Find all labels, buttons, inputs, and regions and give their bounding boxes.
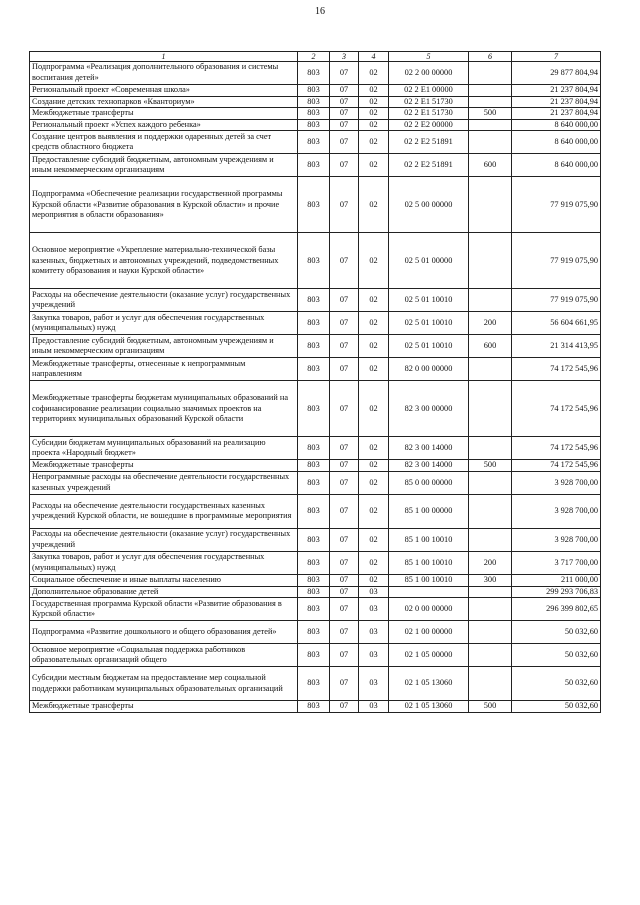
- budget-table: [29, 51, 601, 713]
- cell-subsection: 02: [359, 177, 389, 233]
- cell-amount: 3 928 700,00: [512, 471, 601, 494]
- cell-admin-code: 803: [298, 381, 330, 437]
- cell-expense-type: [469, 289, 512, 312]
- cell-subsection: 02: [359, 358, 389, 381]
- table-row: [30, 494, 601, 528]
- cell-expense-type: [469, 667, 512, 701]
- cell-section: 07: [330, 460, 359, 472]
- cell-expense-type: [469, 598, 512, 621]
- cell-admin-code: 803: [298, 471, 330, 494]
- cell-expense-type: 500: [469, 460, 512, 472]
- cell-subsection: 03: [359, 621, 389, 644]
- cell-amount: 74 172 545,96: [512, 460, 601, 472]
- column-header: 2: [298, 52, 330, 62]
- table-row: [30, 528, 601, 551]
- table-row: [30, 131, 601, 154]
- table-row: [30, 644, 601, 667]
- cell-section: 07: [330, 528, 359, 551]
- cell-expense-type: [469, 644, 512, 667]
- cell-admin-code: 803: [298, 312, 330, 335]
- cell-admin-code: 803: [298, 335, 330, 358]
- cell-name: Межбюджетные трансферты: [30, 701, 298, 713]
- cell-amount: 50 032,60: [512, 644, 601, 667]
- column-header: 6: [469, 52, 512, 62]
- cell-name: Расходы на обеспечение деятельности (оказание услуг) государственных учреждений: [30, 289, 298, 312]
- cell-section: 07: [330, 62, 359, 85]
- cell-target-article: 02 1 05 00000: [389, 644, 469, 667]
- cell-subsection: 03: [359, 701, 389, 713]
- cell-admin-code: 803: [298, 586, 330, 598]
- cell-name: Основное мероприятие «Социальная поддержка работников образовательных организаций общего: [30, 644, 298, 667]
- cell-admin-code: 803: [298, 119, 330, 131]
- cell-section: 07: [330, 312, 359, 335]
- cell-amount: 50 032,60: [512, 621, 601, 644]
- cell-amount: 50 032,60: [512, 667, 601, 701]
- cell-subsection: 02: [359, 494, 389, 528]
- cell-amount: 8 640 000,00: [512, 131, 601, 154]
- cell-target-article: 85 1 00 10010: [389, 551, 469, 574]
- cell-target-article: [389, 586, 469, 598]
- cell-admin-code: 803: [298, 551, 330, 574]
- cell-subsection: 02: [359, 96, 389, 108]
- cell-section: 07: [330, 586, 359, 598]
- cell-expense-type: [469, 119, 512, 131]
- cell-admin-code: 803: [298, 85, 330, 97]
- table-row: [30, 154, 601, 177]
- cell-name: Межбюджетные трансферты бюджетам муниципальных образований на софинансирование реализации социально значимых проектов на территориях муниципальных образований Курской области: [30, 381, 298, 437]
- cell-section: 07: [330, 96, 359, 108]
- cell-subsection: 02: [359, 312, 389, 335]
- cell-expense-type: [469, 437, 512, 460]
- cell-name: Создание детских технопарков «Кванториум»: [30, 96, 298, 108]
- cell-section: 07: [330, 119, 359, 131]
- cell-admin-code: 803: [298, 494, 330, 528]
- cell-admin-code: 803: [298, 621, 330, 644]
- cell-admin-code: 803: [298, 62, 330, 85]
- table-row: [30, 108, 601, 120]
- cell-name: Субсидии местным бюджетам на предоставление мер социальной поддержки работникам муниципальных образовательных организаций: [30, 667, 298, 701]
- cell-subsection: 02: [359, 289, 389, 312]
- table-row: [30, 289, 601, 312]
- cell-name: Создание центров выявления и поддержки одаренных детей за счет средств областного бюджета: [30, 131, 298, 154]
- cell-target-article: 02 5 01 10010: [389, 312, 469, 335]
- cell-expense-type: 500: [469, 108, 512, 120]
- cell-target-article: 85 1 00 10010: [389, 528, 469, 551]
- cell-expense-type: [469, 96, 512, 108]
- cell-admin-code: 803: [298, 96, 330, 108]
- cell-admin-code: 803: [298, 131, 330, 154]
- cell-section: 07: [330, 154, 359, 177]
- cell-amount: 8 640 000,00: [512, 154, 601, 177]
- cell-expense-type: [469, 528, 512, 551]
- cell-subsection: 02: [359, 460, 389, 472]
- cell-expense-type: [469, 358, 512, 381]
- cell-name: Подпрограмма «Обеспечение реализации государственной программы Курской области «Развитие образования в Курской области» и прочие мероприятия в области образования»: [30, 177, 298, 233]
- cell-subsection: 02: [359, 85, 389, 97]
- cell-name: Основное мероприятие «Укрепление материально-технической базы казенных, бюджетных и автономных учреждений, подведомственных комитету образования и науки Курской области»: [30, 233, 298, 289]
- cell-expense-type: 300: [469, 574, 512, 586]
- cell-target-article: 82 3 00 00000: [389, 381, 469, 437]
- cell-section: 07: [330, 621, 359, 644]
- cell-admin-code: 803: [298, 289, 330, 312]
- cell-expense-type: 600: [469, 335, 512, 358]
- cell-target-article: 82 0 00 00000: [389, 358, 469, 381]
- cell-subsection: 02: [359, 551, 389, 574]
- cell-subsection: 02: [359, 381, 389, 437]
- table-row: [30, 471, 601, 494]
- cell-target-article: 02 2 E1 51730: [389, 108, 469, 120]
- cell-amount: 77 919 075,90: [512, 233, 601, 289]
- cell-target-article: 02 5 01 00000: [389, 233, 469, 289]
- cell-amount: 211 000,00: [512, 574, 601, 586]
- cell-name: Государственная программа Курской области «Развитие образования в Курской области»: [30, 598, 298, 621]
- cell-subsection: 02: [359, 471, 389, 494]
- cell-target-article: 02 1 05 13060: [389, 701, 469, 713]
- cell-admin-code: 803: [298, 598, 330, 621]
- cell-subsection: 02: [359, 108, 389, 120]
- cell-target-article: 85 1 00 10010: [389, 574, 469, 586]
- cell-admin-code: 803: [298, 358, 330, 381]
- cell-expense-type: [469, 62, 512, 85]
- cell-amount: 8 640 000,00: [512, 119, 601, 131]
- cell-expense-type: [469, 233, 512, 289]
- cell-section: 07: [330, 381, 359, 437]
- cell-section: 07: [330, 644, 359, 667]
- cell-expense-type: [469, 177, 512, 233]
- cell-target-article: 02 2 E2 51891: [389, 131, 469, 154]
- cell-subsection: 03: [359, 598, 389, 621]
- cell-name: Межбюджетные трансферты: [30, 108, 298, 120]
- cell-target-article: 02 5 00 00000: [389, 177, 469, 233]
- table-row: [30, 381, 601, 437]
- cell-subsection: 02: [359, 131, 389, 154]
- cell-subsection: 02: [359, 62, 389, 85]
- cell-target-article: 85 1 00 00000: [389, 494, 469, 528]
- table-row: [30, 85, 601, 97]
- cell-subsection: 02: [359, 233, 389, 289]
- cell-expense-type: 500: [469, 701, 512, 713]
- cell-subsection: 02: [359, 437, 389, 460]
- cell-expense-type: [469, 131, 512, 154]
- cell-expense-type: [469, 381, 512, 437]
- cell-amount: 74 172 545,96: [512, 381, 601, 437]
- cell-amount: 56 604 661,95: [512, 312, 601, 335]
- cell-admin-code: 803: [298, 528, 330, 551]
- table-row: [30, 621, 601, 644]
- table-body: [30, 62, 601, 713]
- cell-name: Социальное обеспечение и иные выплаты населению: [30, 574, 298, 586]
- table-row: [30, 667, 601, 701]
- cell-name: Закупка товаров, работ и услуг для обеспечения государственных (муниципальных) нужд: [30, 312, 298, 335]
- cell-subsection: 02: [359, 528, 389, 551]
- cell-expense-type: 200: [469, 551, 512, 574]
- cell-admin-code: 803: [298, 574, 330, 586]
- cell-section: 07: [330, 598, 359, 621]
- cell-target-article: 85 0 00 00000: [389, 471, 469, 494]
- cell-section: 07: [330, 289, 359, 312]
- cell-admin-code: 803: [298, 667, 330, 701]
- table-row: [30, 598, 601, 621]
- cell-name: Расходы на обеспечение деятельности государственных казенных учреждений Курской области, не вошедшие в программные мероприятия: [30, 494, 298, 528]
- cell-target-article: 02 0 00 00000: [389, 598, 469, 621]
- cell-subsection: 02: [359, 335, 389, 358]
- cell-subsection: 03: [359, 644, 389, 667]
- cell-name: Региональный проект «Современная школа»: [30, 85, 298, 97]
- table-row: [30, 233, 601, 289]
- cell-target-article: 82 3 00 14000: [389, 437, 469, 460]
- cell-name: Предоставление субсидий бюджетным, автономным учреждениям и иным некоммерческим организациям: [30, 154, 298, 177]
- cell-section: 07: [330, 131, 359, 154]
- cell-target-article: 02 1 05 13060: [389, 667, 469, 701]
- cell-name: Подпрограмма «Реализация дополнительного образования и системы воспитания детей»: [30, 62, 298, 85]
- cell-expense-type: [469, 586, 512, 598]
- cell-admin-code: 803: [298, 701, 330, 713]
- cell-expense-type: [469, 494, 512, 528]
- cell-section: 07: [330, 437, 359, 460]
- cell-amount: 74 172 545,96: [512, 437, 601, 460]
- column-header: 1: [30, 52, 298, 62]
- cell-name: Дополнительное образование детей: [30, 586, 298, 598]
- cell-admin-code: 803: [298, 108, 330, 120]
- cell-admin-code: 803: [298, 437, 330, 460]
- cell-name: Предоставление субсидий бюджетным, автономным учреждениям и иным некоммерческим организациям: [30, 335, 298, 358]
- cell-target-article: 02 2 E2 51891: [389, 154, 469, 177]
- table-row: [30, 460, 601, 472]
- cell-amount: 296 399 802,65: [512, 598, 601, 621]
- cell-amount: 3 928 700,00: [512, 494, 601, 528]
- cell-expense-type: [469, 85, 512, 97]
- table-row: [30, 437, 601, 460]
- cell-target-article: 02 2 E2 00000: [389, 119, 469, 131]
- cell-section: 07: [330, 85, 359, 97]
- cell-amount: 21 237 804,94: [512, 85, 601, 97]
- cell-admin-code: 803: [298, 233, 330, 289]
- table-header-row: [30, 52, 601, 62]
- cell-target-article: 02 5 01 10010: [389, 289, 469, 312]
- cell-subsection: 02: [359, 154, 389, 177]
- cell-admin-code: 803: [298, 177, 330, 233]
- cell-section: 07: [330, 471, 359, 494]
- column-header: 7: [512, 52, 601, 62]
- cell-amount: 3 928 700,00: [512, 528, 601, 551]
- cell-admin-code: 803: [298, 644, 330, 667]
- cell-expense-type: 200: [469, 312, 512, 335]
- column-header: 5: [389, 52, 469, 62]
- cell-name: Межбюджетные трансферты: [30, 460, 298, 472]
- cell-section: 07: [330, 233, 359, 289]
- cell-section: 07: [330, 574, 359, 586]
- page-number: 16: [315, 6, 325, 17]
- cell-admin-code: 803: [298, 460, 330, 472]
- column-header: 4: [359, 52, 389, 62]
- cell-amount: 21 314 413,95: [512, 335, 601, 358]
- table-row: [30, 701, 601, 713]
- cell-name: Межбюджетные трансферты, отнесенные к непрограммным направлениям: [30, 358, 298, 381]
- cell-amount: 21 237 804,94: [512, 108, 601, 120]
- cell-subsection: 02: [359, 574, 389, 586]
- cell-amount: 77 919 075,90: [512, 289, 601, 312]
- table-row: [30, 119, 601, 131]
- column-header: 3: [330, 52, 359, 62]
- cell-section: 07: [330, 335, 359, 358]
- cell-section: 07: [330, 494, 359, 528]
- cell-amount: 77 919 075,90: [512, 177, 601, 233]
- cell-name: Расходы на обеспечение деятельности (оказание услуг) государственных учреждений: [30, 528, 298, 551]
- cell-name: Непрограммные расходы на обеспечение деятельности государственных казенных учреждений: [30, 471, 298, 494]
- cell-name: Подпрограмма «Развитие дошкольного и общего образования детей»: [30, 621, 298, 644]
- cell-amount: 3 717 700,00: [512, 551, 601, 574]
- cell-target-article: 02 2 E1 51730: [389, 96, 469, 108]
- cell-section: 07: [330, 177, 359, 233]
- cell-name: Закупка товаров, работ и услуг для обеспечения государственных (муниципальных) нужд: [30, 551, 298, 574]
- cell-section: 07: [330, 701, 359, 713]
- table-row: [30, 335, 601, 358]
- cell-amount: 299 293 706,83: [512, 586, 601, 598]
- cell-target-article: 02 2 E1 00000: [389, 85, 469, 97]
- cell-admin-code: 803: [298, 154, 330, 177]
- cell-subsection: 02: [359, 119, 389, 131]
- table-row: [30, 586, 601, 598]
- cell-amount: 21 237 804,94: [512, 96, 601, 108]
- table-row: [30, 551, 601, 574]
- table-row: [30, 358, 601, 381]
- cell-amount: 50 032,60: [512, 701, 601, 713]
- cell-target-article: 02 2 00 00000: [389, 62, 469, 85]
- cell-target-article: 02 5 01 10010: [389, 335, 469, 358]
- cell-expense-type: [469, 621, 512, 644]
- cell-section: 07: [330, 108, 359, 120]
- table-row: [30, 177, 601, 233]
- cell-name: Субсидии бюджетам муниципальных образований на реализацию проекта «Народный бюджет»: [30, 437, 298, 460]
- cell-target-article: 82 3 00 14000: [389, 460, 469, 472]
- cell-name: Региональный проект «Успех каждого ребенка»: [30, 119, 298, 131]
- cell-amount: 74 172 545,96: [512, 358, 601, 381]
- cell-section: 07: [330, 551, 359, 574]
- cell-amount: 29 877 804,94: [512, 62, 601, 85]
- table-row: [30, 574, 601, 586]
- table-row: [30, 62, 601, 85]
- cell-section: 07: [330, 667, 359, 701]
- cell-subsection: 03: [359, 667, 389, 701]
- cell-target-article: 02 1 00 00000: [389, 621, 469, 644]
- cell-expense-type: 600: [469, 154, 512, 177]
- cell-subsection: 03: [359, 586, 389, 598]
- cell-section: 07: [330, 358, 359, 381]
- cell-expense-type: [469, 471, 512, 494]
- table-row: [30, 312, 601, 335]
- table-row: [30, 96, 601, 108]
